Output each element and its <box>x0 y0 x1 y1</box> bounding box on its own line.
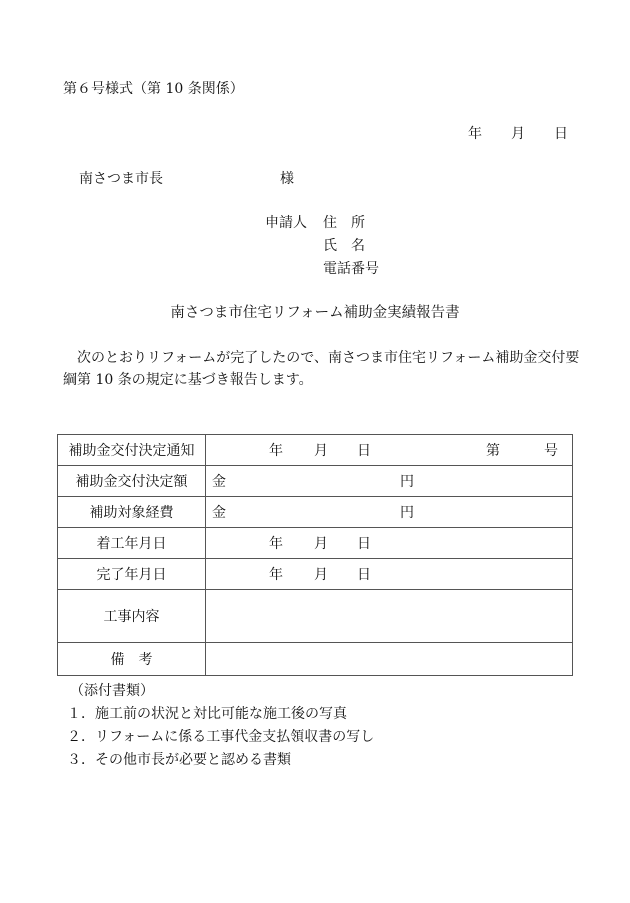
attachments-heading: （添付書類） <box>70 683 154 699</box>
decision-amount-cell[interactable] <box>206 466 573 497</box>
dai-label: 第 <box>486 443 500 459</box>
phone-label: 電話番号 <box>323 261 379 277</box>
table-row-completion-date <box>58 559 573 590</box>
row-label: 完了年月日 <box>58 559 206 590</box>
date-day-label: 日 <box>554 126 568 142</box>
attachment-item: １．施工前の状況と対比可能な施工後の写真 <box>67 706 347 722</box>
body-text: 次のとおりリフォームが完了したので、南さつま市住宅リフォーム補助金交付要綱第 10 条の規定に基づき報告します。 <box>63 350 580 388</box>
attachment-item: ２．リフォームに係る工事代金支払領収書の写し <box>67 729 375 745</box>
eligible-cost-cell[interactable] <box>206 497 573 528</box>
attachment-item: ３．その他市長が必要と認める書類 <box>67 752 291 768</box>
applicant-label: 申請人 <box>265 215 307 231</box>
start-date-cell[interactable] <box>206 528 573 559</box>
recipient-name: 南さつま市長 <box>79 171 163 187</box>
document-title: 南さつま市住宅リフォーム補助金実績報告書 <box>170 305 460 321</box>
row-label: 着工年月日 <box>58 528 206 559</box>
year-label: 年 <box>269 536 283 552</box>
month-label: 月 <box>314 567 328 583</box>
report-table <box>57 434 573 676</box>
work-content-cell[interactable] <box>206 590 573 643</box>
go-label: 号 <box>544 443 558 459</box>
row-label: 補助金交付決定通知 <box>58 435 206 466</box>
day-label: 日 <box>357 536 371 552</box>
date-month-label: 月 <box>511 126 525 142</box>
form-number: 第６号様式（第 10 条関係） <box>63 81 244 97</box>
month-label: 月 <box>314 443 328 459</box>
completion-date-cell[interactable] <box>206 559 573 590</box>
kin-label: 金 <box>212 505 226 521</box>
row-label: 工事内容 <box>58 590 206 643</box>
row-label: 補助金交付決定額 <box>58 466 206 497</box>
kin-label: 金 <box>212 474 226 490</box>
table-row-notice <box>58 435 573 466</box>
notice-value-cell[interactable] <box>206 435 573 466</box>
day-label: 日 <box>357 443 371 459</box>
table-row-remarks <box>58 643 573 676</box>
table-row-start-date <box>58 528 573 559</box>
yen-label: 円 <box>400 474 414 490</box>
name-label: 氏 名 <box>323 238 365 254</box>
date-year-label: 年 <box>468 126 482 142</box>
day-label: 日 <box>357 567 371 583</box>
remarks-cell[interactable] <box>206 643 573 676</box>
recipient-honorific: 様 <box>280 171 294 187</box>
yen-label: 円 <box>400 505 414 521</box>
table-row-eligible-cost <box>58 497 573 528</box>
row-label: 補助対象経費 <box>58 497 206 528</box>
year-label: 年 <box>269 443 283 459</box>
table-row-work-content <box>58 590 573 643</box>
row-label: 備 考 <box>58 643 206 676</box>
table-row-decision-amount <box>58 466 573 497</box>
year-label: 年 <box>269 567 283 583</box>
address-label: 住 所 <box>323 215 365 231</box>
month-label: 月 <box>314 536 328 552</box>
